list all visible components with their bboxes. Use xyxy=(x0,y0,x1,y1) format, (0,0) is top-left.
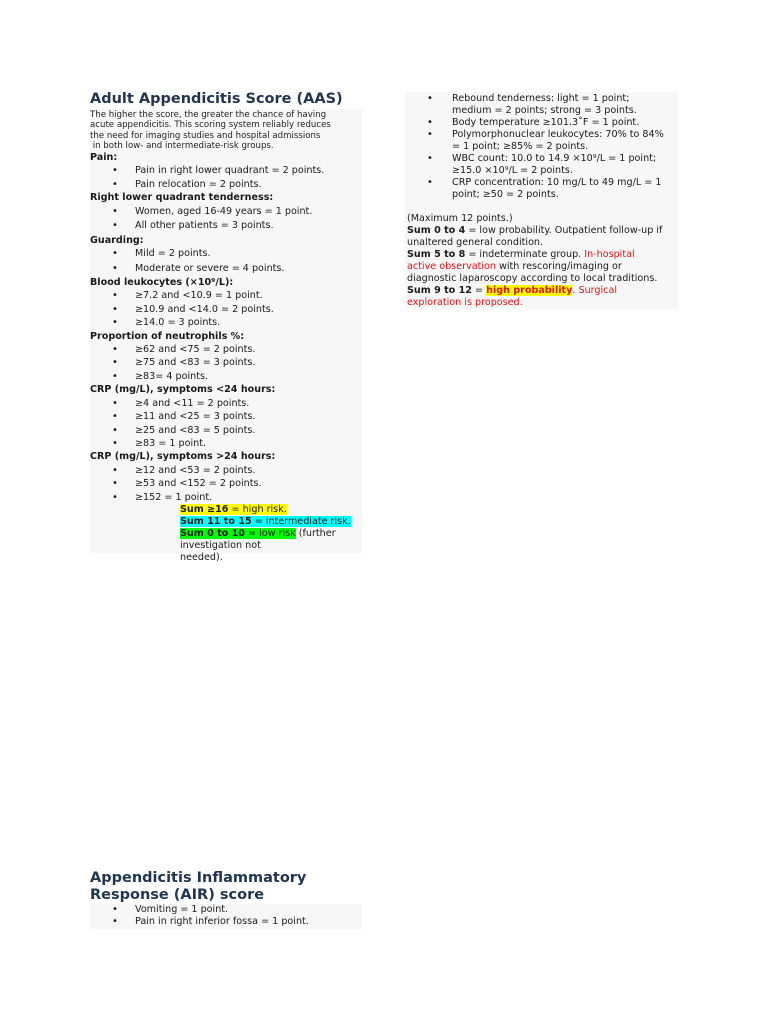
sum-high-text: = high risk. xyxy=(228,503,287,515)
list-item: • ≥152 = 1 point. xyxy=(90,491,365,504)
sum-9-12-eq: = xyxy=(471,285,487,296)
section-heading-tenderness: Right lower quadrant tenderness: xyxy=(90,192,274,204)
item-line: medium = 2 points; strong = 3 points. xyxy=(452,105,637,116)
list-item: • Women, aged 16-49 years = 1 point. xyxy=(90,205,365,220)
list-item: • All other patients = 3 points. xyxy=(90,219,365,234)
criteria-continued-list xyxy=(407,93,682,201)
sum-high-risk xyxy=(90,504,365,516)
sum-low-risk xyxy=(90,528,365,540)
guarding-list xyxy=(90,247,365,276)
item-line: CRP concentration: 10 mg/L to 49 mg/L = 1 xyxy=(452,177,662,188)
list-item: • Pain relocation = 2 points. xyxy=(90,178,365,191)
sum-0-4-continued: unaltered general condition. xyxy=(407,237,544,248)
list-item: • ≥12 and <53 = 2 points. xyxy=(90,464,365,477)
list-item xyxy=(407,177,682,201)
list-item: • ≥11 and <25 = 3 points. xyxy=(90,410,365,423)
air-title-line1: Appendicitis Inflammatory xyxy=(90,870,307,886)
item-line: WBC count: 10.0 to 14.9 ×10⁹/L = 1 point; xyxy=(452,153,657,164)
item-line: point; ≥50 = 2 points. xyxy=(452,189,559,200)
sum-low-label: Sum 0 to 10 xyxy=(180,527,245,539)
spacer xyxy=(407,201,682,213)
sum-0-4-label: Sum 0 to 4 xyxy=(407,225,466,236)
air-title xyxy=(90,870,306,904)
list-item xyxy=(407,117,682,129)
intro-line: acute appendicitis. This scoring system reliably reduces xyxy=(90,120,331,131)
list-item: • ≥4 and <11 = 2 points. xyxy=(90,397,365,410)
aas-intro xyxy=(90,110,331,151)
list-item: • ≥7.2 and <10.9 = 1 point. xyxy=(90,289,365,302)
sum-9-12 xyxy=(407,285,682,297)
air-title-line2: Response (AIR) score xyxy=(90,887,265,903)
intro-line: the need for imaging studies and hospital admissions xyxy=(90,130,321,141)
sum-high-label: Sum ≥16 xyxy=(180,503,229,515)
list-item: • ≥14.0 = 3 points. xyxy=(90,316,365,329)
sum-5-8-text: = indeterminate group. xyxy=(465,249,585,260)
sum-5-8-line3: diagnostic laparoscopy according to local traditions. xyxy=(407,273,658,284)
aas-title: Adult Appendicitis Score (AAS) xyxy=(90,91,343,107)
list-item xyxy=(407,93,682,117)
sum-low-tail-2: investigation not xyxy=(180,539,261,551)
air-criteria xyxy=(90,904,365,927)
sum-5-8-red: In-hospital xyxy=(584,249,635,260)
intro-line: The higher the score, the greater the chance of having xyxy=(90,110,327,120)
list-item: • ≥10.9 and <14.0 = 2 points. xyxy=(90,303,365,316)
sum-0-4-text: = low probability. Outpatient follow-up if xyxy=(465,225,663,236)
list-item xyxy=(407,129,682,153)
sum-9-12-line2: exploration is proposed. xyxy=(407,297,523,308)
sum-5-8-tail: with rescoring/imaging or xyxy=(495,261,622,272)
list-item: • Pain in right lower quadrant = 2 points. xyxy=(90,164,365,177)
sum-intermediate-risk xyxy=(90,516,365,528)
sum-5-8 xyxy=(407,249,682,261)
sum-5-8-line2 xyxy=(407,261,682,273)
list-item: • Vomiting = 1 point. xyxy=(90,904,365,916)
sum-0-4 xyxy=(407,225,682,237)
aas-sums xyxy=(90,504,365,564)
leukocytes-list xyxy=(90,289,365,329)
list-item: • ≥83= 4 points. xyxy=(90,370,365,383)
tenderness-list xyxy=(90,205,365,234)
max-points: (Maximum 12 points.) xyxy=(407,213,513,224)
section-heading-pain: Pain: xyxy=(90,152,118,163)
crp-over-24h-list xyxy=(90,464,365,504)
list-item: • Pain in right inferior fossa = 1 point. xyxy=(90,916,365,928)
crp-under-24h-list xyxy=(90,397,365,451)
section-heading-crp-over-24h: CRP (mg/L), symptoms >24 hours: xyxy=(90,451,276,463)
list-item: • ≥62 and <75 = 2 points. xyxy=(90,343,365,356)
list-item: • ≥83 = 1 point. xyxy=(90,437,365,450)
item-line: = 1 point; ≥85% = 2 points. xyxy=(452,141,589,152)
section-heading-leukocytes: Blood leukocytes (×10⁹/L): xyxy=(90,277,234,289)
aas-criteria xyxy=(90,151,365,564)
sum-5-8-red-2: active observation xyxy=(407,261,496,272)
item-line: Polymorphonuclear leukocytes: 70% to 84% xyxy=(452,129,664,140)
neutrophils-list xyxy=(90,343,365,383)
sum-9-12-highlight: high probability xyxy=(486,285,573,296)
list-item: • ≥25 and <83 = 5 points. xyxy=(90,424,365,437)
list-item: • Mild = 2 points. xyxy=(90,247,365,262)
sum-5-8-label: Sum 5 to 8 xyxy=(407,249,466,260)
sum-low-tail: (further xyxy=(295,527,336,539)
pain-list xyxy=(90,164,365,191)
item-line: Body temperature ≥101.3˚F = 1 point. xyxy=(452,117,640,128)
section-heading-guarding: Guarding: xyxy=(90,234,144,246)
air-list xyxy=(90,904,365,927)
list-item: • Moderate or severe = 4 points. xyxy=(90,262,365,277)
list-item xyxy=(407,153,682,177)
alvarado-continued xyxy=(407,93,682,309)
sum-low-tail-3: needed). xyxy=(180,551,223,563)
section-heading-crp-under-24h: CRP (mg/L), symptoms <24 hours: xyxy=(90,384,276,396)
sum-low-text: = low risk xyxy=(244,527,296,539)
section-heading-neutrophils: Proportion of neutrophils %: xyxy=(90,330,245,342)
item-line: Rebound tenderness: light = 1 point; xyxy=(452,93,630,104)
list-item: • ≥53 and <152 = 2 points. xyxy=(90,477,365,490)
intro-line: in both low- and intermediate-risk groups. xyxy=(90,140,274,151)
sum-mid-text: = intermediate risk. xyxy=(251,515,351,527)
sum-mid-label: Sum 11 to 15 xyxy=(180,515,252,527)
list-item: • ≥75 and <83 = 3 points. xyxy=(90,356,365,369)
sum-9-12-label: Sum 9 to 12 xyxy=(407,285,472,296)
sum-9-12-red: . Surgical xyxy=(572,285,617,296)
item-line: ≥15.0 ×10⁹/L = 2 points. xyxy=(452,165,573,176)
